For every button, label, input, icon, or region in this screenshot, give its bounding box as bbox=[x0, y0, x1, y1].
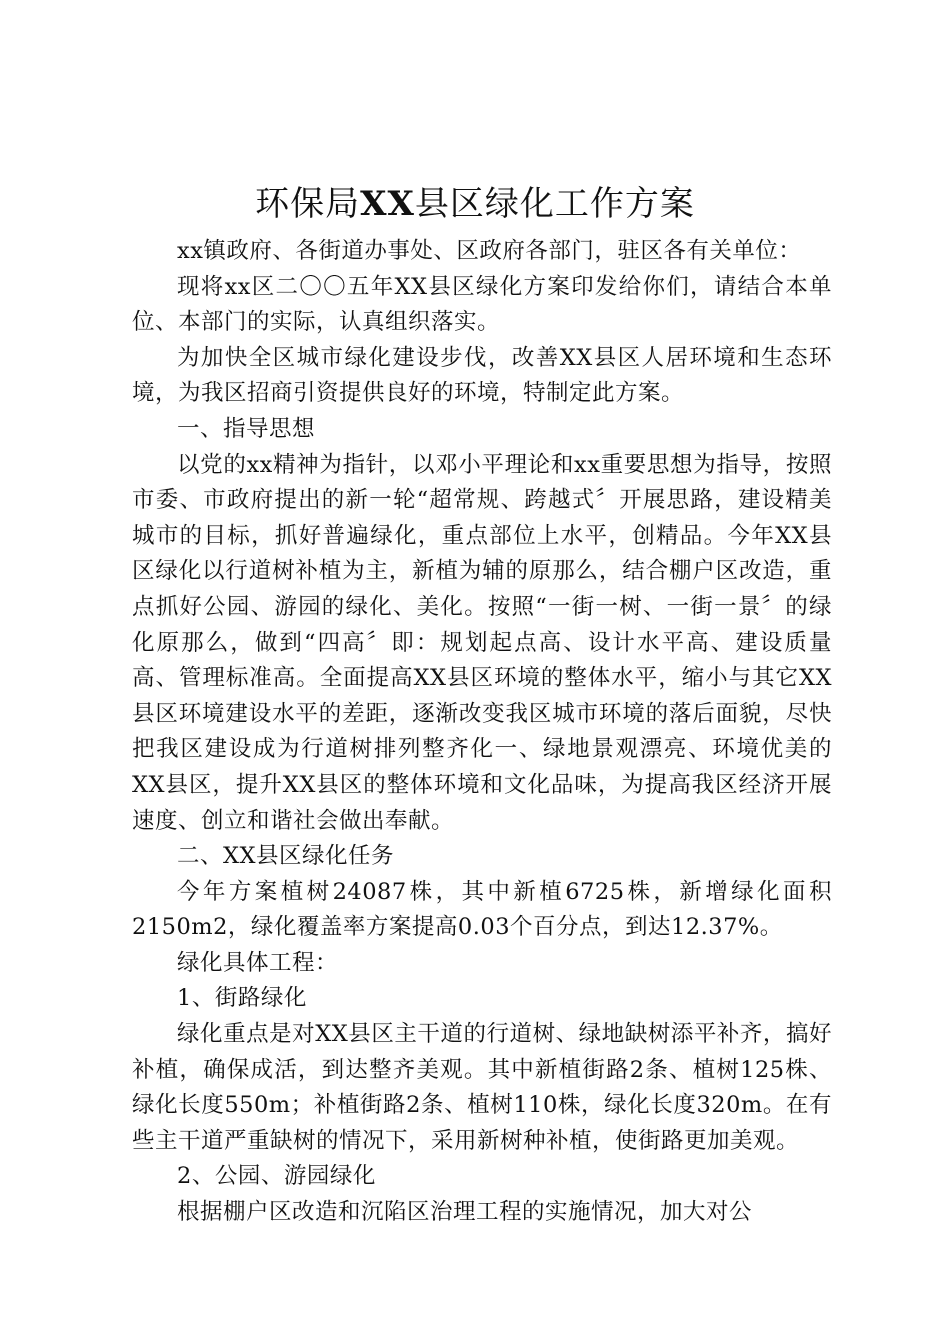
heading-specific-projects: 绿化具体工程： bbox=[177, 949, 339, 976]
heading-park-greening: 2、公园、游园绿化 bbox=[177, 1163, 376, 1190]
document-body bbox=[132, 234, 832, 1231]
heading-greening-tasks: 二、XX县区绿化任务 bbox=[177, 843, 395, 870]
title-prefix: 环保局 bbox=[255, 184, 361, 224]
paragraph-greening-tasks: 今年方案植树24087株，其中新植6725株，新增绿化面积2150m2，绿化覆盖率方案提高0.03个百分点，到达12.37%。 bbox=[132, 878, 832, 941]
paragraph-park-greening: 根据棚户区改造和沉陷区治理工程的实施情况，加大对公 bbox=[177, 1199, 753, 1226]
document-title bbox=[0, 178, 950, 230]
heading-guiding-thought: 一、指导思想 bbox=[177, 415, 316, 442]
title-bold-xx: XX bbox=[360, 184, 415, 224]
title-suffix: 县区绿化工作方案 bbox=[414, 184, 695, 224]
paragraph-notice: 现将xx区二〇〇五年XX县区绿化方案印发给你们，请结合本单位、本部门的实际，认真组织落实。 bbox=[132, 273, 832, 336]
paragraph-salutation: xx镇政府、各街道办事处、区政府各部门，驻区各有关单位： bbox=[177, 238, 802, 264]
paragraph-guiding-thought: 以党的xx精神为指针，以邓小平理论和xx重要思想为指导，按照市委、市政府提出的新一轮“超常规、跨越式〞开展思路，建设精美城市的目标，抓好普遍绿化，重点部位上水平，创精品。今年XX县区绿化以行道树补植为主，新植为辅的原那么，结合棚户区改造，重点抓好公园、游园的绿化、美化。按照“一街一树、一街一景〞的绿化原那么，做到“四高〞即：规划起点高、设计水平高、建设质量高、管理标准高。全面提高XX县区环境的整体水平，缩小与其它XX县区环境建设水平的差距，逐渐改变我区城市环境的落后面貌，尽快把我区建设成为行道树排列整齐化一、绿地景观漂亮、环境优美的XX县区，提升XX县区的整体环境和文化品味，为提高我区经济开展速度、创立和谐社会做出奉献。 bbox=[132, 451, 832, 834]
paragraph-street-greening: 绿化重点是对XX县区主干道的行道树、绿地缺树添平补齐，搞好补植，确保成活，到达整齐美观。其中新植街路2条、植树125株、绿化长度550m；补植街路2条、植树110株，绿化长度320m。在有些主干道严重缺树的情况下，采用新树种补植，使街路更加美观。 bbox=[132, 1021, 832, 1154]
heading-street-greening: 1、街路绿化 bbox=[177, 985, 307, 1012]
paragraph-purpose: 为加快全区城市绿化建设步伐，改善XX县区人居环境和生态环境，为我区招商引资提供良好的环境，特制定此方案。 bbox=[132, 344, 832, 407]
